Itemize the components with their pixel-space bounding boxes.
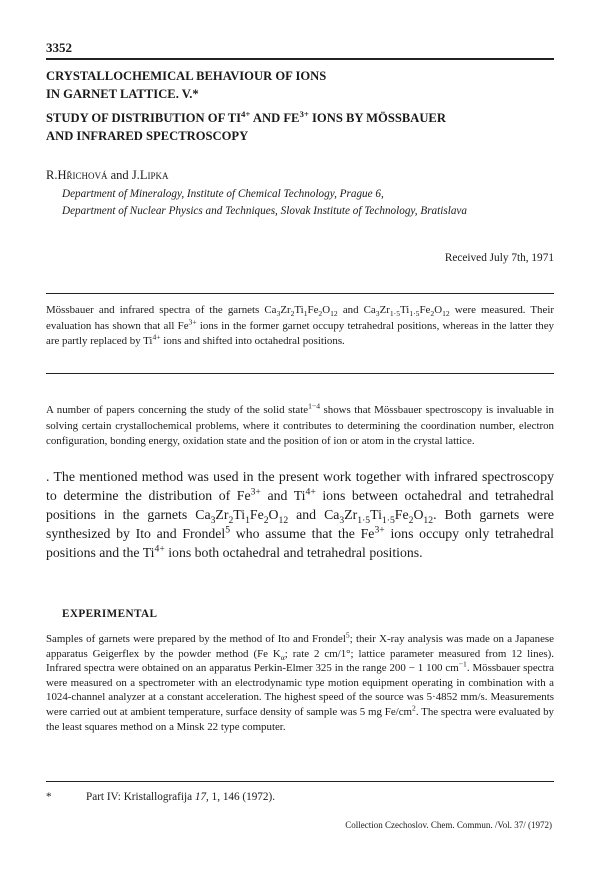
title-line-1: CRYSTALLOCHEMICAL BEHAVIOUR OF IONS (46, 69, 327, 83)
title-line-3: STUDY OF DISTRIBUTION OF $TI^{4+}$ AND $FE^{3+}$ IONS BY MÖSSBAUER (46, 108, 446, 125)
authors: R.Hřichová and J.Lipka (46, 168, 169, 182)
affiliation-2: Department of Nuclear Physics and Techniques, Slovak Institute of Technology, Bratislava (62, 205, 467, 217)
intro-paragraph: A number of papers concerning the study of the solid state$^{1-4}$ shows that Mössbauer spectroscopy is invaluable in solving certain crystallochemical problems, where it contributes to determining the coordination number, electron configuration, bonding energy, oxidation state and the position of ion or atom in the crystal lattice. (46, 401, 554, 447)
received-date: Received July 7th, 1971 (444, 252, 554, 264)
footnote-mark: * (46, 791, 52, 803)
header-rule (46, 58, 554, 60)
abstract-bottom-rule (46, 373, 554, 374)
author-2: Lipka (139, 168, 169, 182)
body-paragraph: . The mentioned method was used in the present work together with infrared spectroscopy to determine the distribution of $Fe^{3+}$ and $Ti^{4+}$ ions between octahedral and tetrahedral positions in the garnets $Ca_3Zr_2Ti_1Fe_2O_{12}$ and $Ca_3Zr_{1\cdot 5}Ti_{1\cdot 5}Fe_2O_{12}$. Both garnets were synthesized by Ito and Frondel$^5$ who assume that the $Fe^{3+}$ ions occupy only tetrahedral positions and the $Ti^{4+}$ ions both octahedral and tetrahedral positions. (46, 469, 554, 560)
page-number: 3352 (46, 40, 72, 55)
abstract: Mössbauer and infrared spectra of the garnets $Ca_3Zr_2Ti_1Fe_2O_{12}$ and $Ca_3Zr_{1\cdot 5}Ti_{1\cdot 5}Fe_2O_{12}$ were measured. Their evaluation has shown that all $Fe^{3+}$ ions in the former garnet occupy tetrahedral positions, whereas in the latter they are partly replaced by $Ti^{4+}$ ions and shifted into octahedral positions. (46, 304, 554, 347)
footnote: * Part IV: Kristallografija 17, 1, 146 (1972). (46, 791, 276, 803)
author-1: Hřichová (57, 168, 108, 182)
title-line-2: IN GARNET LATTICE. V.* (46, 87, 199, 101)
journal-reference: Collection Czechoslov. Chem. Commun. /Vol. 37/ (1972) (345, 820, 552, 830)
affiliation-1: Department of Mineralogy, Institute of Chemical Technology, Prague 6, (62, 188, 384, 200)
footnote-rule (46, 781, 554, 782)
section-heading-experimental: EXPERIMENTAL (62, 608, 158, 620)
experimental-paragraph: Samples of garnets were prepared by the method of Ito and Frondel$^5$; their X-ray analysis was made on a Japanese apparatus Geigerflex by the powder method (Fe $K_\alpha$; rate 2 cm/1°; lattice parameter measured from 12 lines). Infrared spectra were obtained on an apparatus Perkin-Elmer 325 in the range 200 − 1 100 $cm^{-1}$. Mössbauer spectra were measured on a spectrometer with an electrodynamic type motion equipment operating in combination with a 1024-channel analyzer at a constant acceleration. The highest speed of the source was 5·4852 mm/s. Measurements were carried out at ambient temperature, surface density of sample was 5 mg $Fe/cm^2$. The spectra were evaluated by the least squares method on a Minsk 22 type computer. (46, 630, 555, 733)
title-line-4: AND INFRARED SPECTROSCOPY (46, 129, 249, 143)
abstract-top-rule (46, 293, 554, 294)
